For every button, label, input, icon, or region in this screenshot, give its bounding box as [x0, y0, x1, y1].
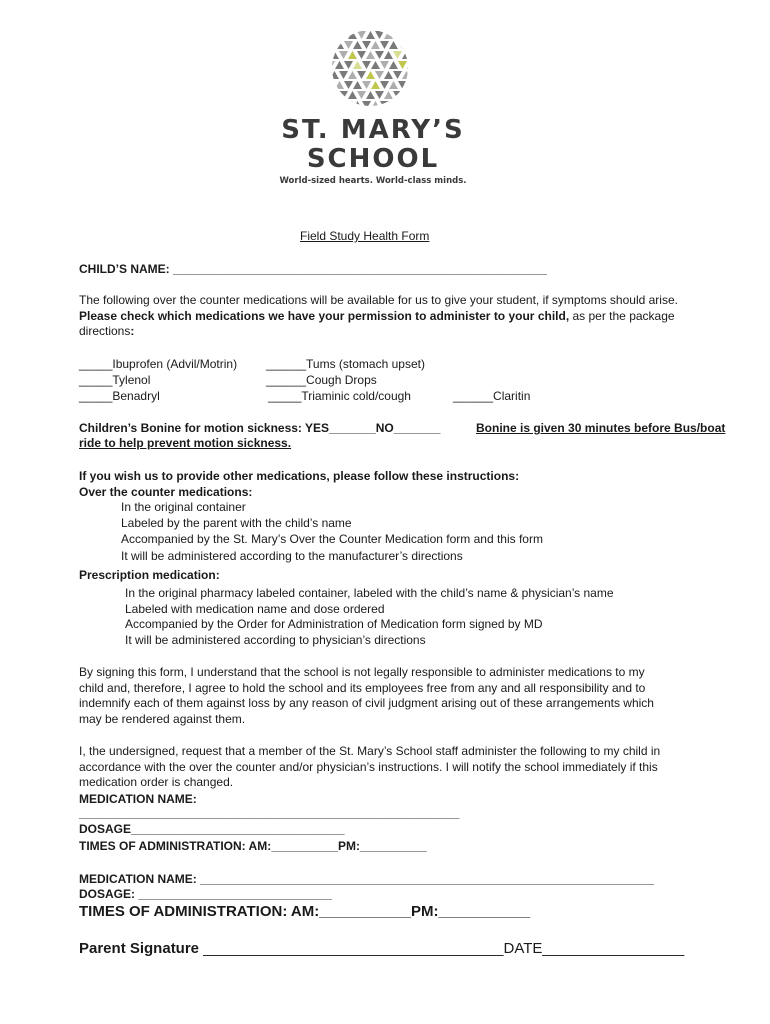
rx-item: It will be administered according to physician’s directions	[125, 633, 426, 647]
logo-triangle	[380, 101, 389, 108]
med1-name-label: MEDICATION NAME:	[79, 792, 197, 806]
intro-paragraph	[79, 293, 719, 340]
logo-triangle	[330, 31, 339, 39]
logo-triangle	[384, 91, 393, 99]
signature-line[interactable]: ____________________________________	[199, 940, 504, 957]
logo-triangle	[362, 61, 371, 69]
date-field[interactable]: DATE_________________	[503, 940, 685, 957]
logo-triangle	[339, 51, 348, 59]
rx-item: Accompanied by the Order for Administration of Medication form signed by MD	[125, 617, 543, 631]
logo-triangle	[407, 41, 410, 49]
school-logo-globe-icon	[330, 28, 410, 108]
otc-item: Labeled by the parent with the child’s name	[121, 516, 352, 530]
logo-triangle	[398, 61, 407, 69]
logo-triangle	[353, 81, 362, 89]
med-option-tums[interactable]: ______Tums (stomach upset)	[266, 357, 425, 371]
logo-triangle	[344, 61, 353, 69]
logo-triangle	[330, 41, 335, 49]
logo-triangle	[344, 101, 353, 108]
med-option-cough-drops[interactable]: ______Cough Drops	[266, 373, 377, 387]
request-line: accordance with the over the counter and/or physician’s instructions. I will notify the school immediately if this	[79, 759, 658, 774]
logo-triangle	[353, 41, 362, 49]
logo-triangle	[398, 101, 407, 108]
logo-triangle	[330, 51, 339, 59]
logo-triangle	[402, 51, 410, 59]
logo-triangle	[371, 41, 380, 49]
logo-triangle	[389, 41, 398, 49]
logo-triangle	[375, 31, 384, 39]
med2-dosage-field[interactable]: DOSAGE: _____________________________	[79, 887, 332, 901]
logo-triangle	[407, 61, 410, 69]
disclaimer-line: By signing this form, I understand that the school is not legally responsible to administer medications to my	[79, 665, 645, 679]
logo-triangle	[375, 91, 384, 99]
disclaimer-line: may be rendered against them.	[79, 711, 246, 726]
bonine-question[interactable]: Children’s Bonine for motion sickness: YES_______NO_______	[79, 421, 441, 435]
logo-triangle	[366, 71, 375, 79]
logo-triangle	[348, 31, 357, 39]
school-name-line2: SCHOOL	[306, 144, 440, 174]
child-name-label: CHILD’S NAME:	[79, 262, 170, 276]
bonine-note-line2: ride to help prevent motion sickness.	[79, 436, 292, 450]
logo-triangle	[344, 81, 353, 89]
intro-sentence: The following over the counter medications will be available for us to give your student, if symptoms should arise.	[79, 293, 678, 307]
other-meds-heading: If you wish us to provide other medications, please follow these instructions:	[79, 469, 520, 483]
logo-triangle	[335, 101, 344, 108]
logo-triangle	[330, 101, 335, 108]
child-name-line[interactable]: ________________________________________________________	[173, 262, 547, 276]
logo-triangle	[357, 91, 366, 99]
request-paragraph	[79, 744, 719, 791]
med-option-ibuprofen[interactable]: _____Ibuprofen (Advil/Motrin)	[79, 357, 238, 371]
logo-triangle	[335, 61, 344, 69]
logo-triangle	[380, 81, 389, 89]
logo-triangle	[371, 81, 380, 89]
logo-triangle	[398, 81, 407, 89]
logo-triangle	[335, 81, 344, 89]
logo-triangle	[362, 41, 371, 49]
logo-triangle	[353, 61, 362, 69]
logo-triangle	[348, 71, 357, 79]
logo-triangle	[393, 31, 402, 39]
logo-triangle	[407, 101, 410, 108]
intro-rest: as per the package	[569, 308, 675, 323]
logo-triangle	[407, 81, 410, 89]
logo-triangle	[389, 101, 398, 108]
disclaimer-paragraph	[79, 665, 719, 727]
intro-bold-instruction: Please check which medications we have your permission to administer to your child,	[79, 308, 570, 323]
logo-triangle	[384, 51, 393, 59]
school-tagline: World-sized hearts. World-class minds.	[279, 176, 467, 186]
logo-triangle	[384, 31, 393, 39]
med-option-claritin[interactable]: ______Claritin	[453, 389, 531, 403]
logo-triangle	[389, 81, 398, 89]
logo-triangle	[339, 71, 348, 79]
otc-item: Accompanied by the St. Mary’s Over the Counter Medication form and this form	[121, 532, 543, 546]
med1-name-line[interactable]: _________________________________________________________	[79, 806, 460, 820]
logo-triangle	[393, 51, 402, 59]
med2-name-field[interactable]: MEDICATION NAME: ____________________________________________________________________	[79, 872, 654, 886]
intro-colon: :	[130, 324, 135, 338]
logo-triangle	[335, 41, 344, 49]
logo-triangle	[393, 71, 402, 79]
med1-times-field[interactable]: TIMES OF ADMINISTRATION: AM:__________PM:__________	[79, 839, 427, 853]
school-name-line1: ST. MARY’S	[281, 115, 465, 145]
logo-triangle	[348, 91, 357, 99]
logo-triangle	[380, 61, 389, 69]
med2-times-field[interactable]: TIMES OF ADMINISTRATION: AM:___________PM:___________	[79, 903, 531, 920]
logo-triangle	[330, 91, 339, 99]
logo-triangle	[330, 81, 335, 89]
logo-triangle	[353, 101, 362, 108]
disclaimer-line: child and, therefore, I agree to hold the school and its employees free from any and all responsibility and to	[79, 680, 646, 695]
logo-triangle	[366, 91, 375, 99]
logo-triangle	[371, 101, 380, 108]
logo-triangle	[339, 31, 348, 39]
rx-item: In the original pharmacy labeled container, labeled with the child’s name & physician’s name	[125, 586, 614, 600]
otc-item: It will be administered according to the manufacturer’s directions	[121, 549, 463, 563]
otc-item: In the original container	[121, 500, 246, 514]
logo-triangle	[330, 61, 335, 69]
logo-triangle	[375, 51, 384, 59]
signature-row[interactable]	[79, 940, 684, 957]
logo-triangle	[362, 101, 371, 108]
logo-triangle	[339, 91, 348, 99]
request-line: I, the undersigned, request that a member of the St. Mary’s School staff administer the following to my child in	[79, 744, 661, 758]
logo-triangle	[362, 81, 371, 89]
logo-triangle	[375, 71, 384, 79]
logo-triangle	[380, 41, 389, 49]
logo-triangle	[330, 71, 339, 79]
logo-triangle	[371, 61, 380, 69]
rx-heading: Prescription medication:	[79, 568, 220, 582]
child-name-field[interactable]	[79, 262, 547, 276]
rx-item: Labeled with medication name and dose ordered	[125, 602, 385, 616]
request-line: medication order is changed.	[79, 775, 234, 789]
logo-triangle	[389, 61, 398, 69]
form-title: Field Study Health Form	[300, 229, 430, 243]
logo-triangle	[357, 51, 366, 59]
logo-triangle	[402, 91, 410, 99]
med-option-triaminic[interactable]: _____Triaminic cold/cough	[268, 389, 411, 403]
logo-triangle	[357, 71, 366, 79]
logo-triangle	[366, 31, 375, 39]
signature-label: Parent Signature	[79, 940, 200, 957]
otc-heading: Over the counter medications:	[79, 485, 253, 499]
logo-triangle	[357, 31, 366, 39]
logo-triangle	[348, 51, 357, 59]
med-option-benadryl[interactable]: _____Benadryl	[79, 389, 160, 403]
logo-triangle	[384, 71, 393, 79]
logo-triangle	[398, 41, 407, 49]
logo-triangle	[393, 91, 402, 99]
med-option-tylenol[interactable]: _____Tylenol	[79, 373, 151, 387]
logo-triangle	[402, 31, 410, 39]
logo-triangle	[344, 41, 353, 49]
med1-dosage-field[interactable]: DOSAGE________________________________	[79, 822, 345, 836]
bonine-note: Bonine is given 30 minutes before Bus/boat	[476, 421, 726, 435]
intro-directions: directions	[79, 324, 131, 338]
disclaimer-line: indemnify each of them against loss by any reason of civil judgment arising out of these arrangements which	[79, 696, 654, 710]
logo-triangle	[366, 51, 375, 59]
logo-triangle	[402, 71, 410, 79]
